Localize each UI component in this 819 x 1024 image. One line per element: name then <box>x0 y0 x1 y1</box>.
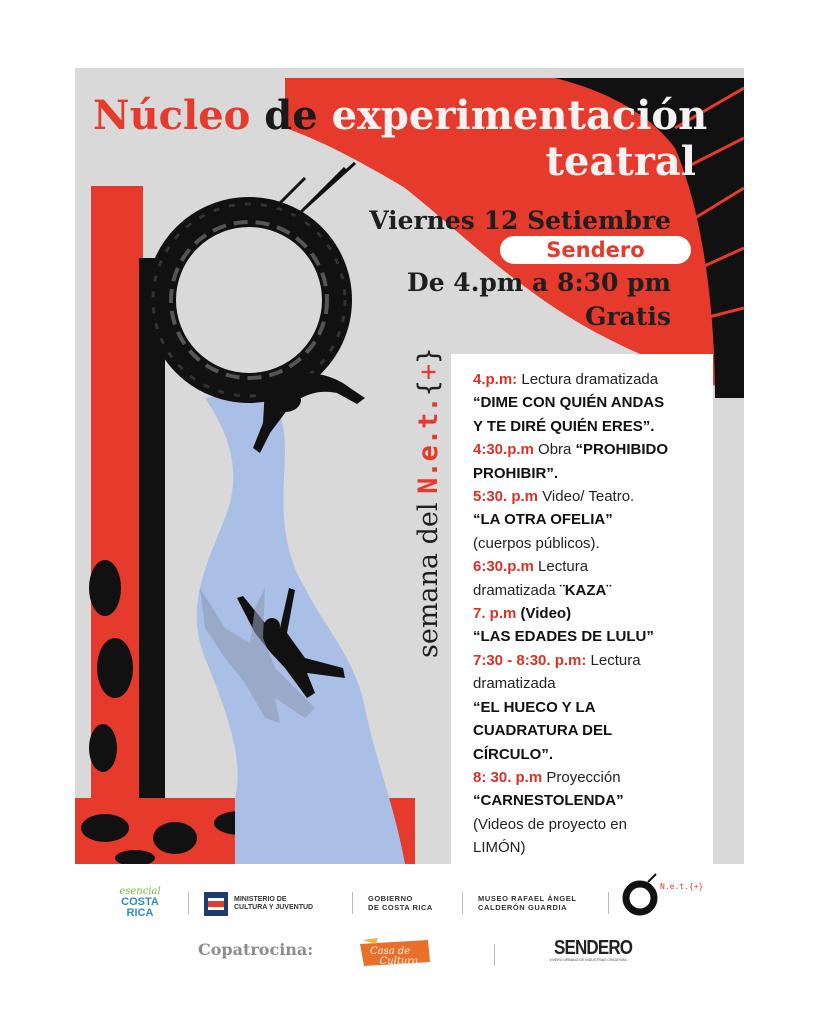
esencial-country-2: RICA <box>126 907 154 919</box>
net-logo <box>620 872 704 928</box>
schedule-item-line <box>473 649 707 672</box>
schedule-item-line <box>473 579 707 602</box>
schedule-title: “PROHIBIDO <box>575 441 669 459</box>
schedule-text: dramatizada <box>473 581 560 599</box>
gobierno-costa-rica-logo: GOBIERNO DE COSTA RICA <box>368 894 433 912</box>
museo-calderon-guardia-logo: MUSEO RAFAEL ÁNGEL CALDERÓN GUARDIA <box>478 894 577 912</box>
semana-prefix: semana del <box>413 493 444 658</box>
casa-de-cultura-logo <box>358 936 432 968</box>
venue-badge: Sendero <box>500 236 691 264</box>
title-word-de: de <box>264 92 318 139</box>
schedule-text: Proyección <box>542 768 621 786</box>
schedule-text: Obra <box>533 441 576 459</box>
schedule-title: “EL HUECO Y LA <box>473 698 596 716</box>
ink-ring-icon <box>620 872 664 920</box>
ministerio-text: MINISTERIO DE CULTURA Y JUVENTUD <box>234 896 314 911</box>
schedule-time: 7. p.m <box>473 605 517 623</box>
schedule-time: 8: 30. p.m <box>473 768 543 786</box>
esencial-country-1: COSTA <box>121 896 159 908</box>
net-text: N.e.t. <box>413 396 444 494</box>
event-date: Viernes 12 Setiembre <box>369 206 671 235</box>
schedule-text: Lectura <box>586 651 641 669</box>
casa-text: Casa de Cultura <box>370 946 419 967</box>
schedule-time: 4.p.m: <box>473 371 518 388</box>
footer-divider <box>608 892 609 914</box>
event-price: Gratis <box>585 302 671 331</box>
schedule-item-line <box>473 485 707 508</box>
schedule-panel <box>451 354 713 864</box>
red-left-panel <box>91 186 143 806</box>
semana-net-label <box>415 348 442 658</box>
schedule-title: “LAS EDADES DE LULU” <box>473 628 654 646</box>
event-poster <box>75 68 744 864</box>
schedule-title: CÍRCULO”. <box>473 745 553 763</box>
schedule-note: (cuerpos públicos). <box>473 534 600 552</box>
ink-ring <box>153 163 355 396</box>
schedule-item-line <box>473 368 707 391</box>
schedule-title: “CARNESTOLENDA” <box>473 792 624 810</box>
schedule-title: “DIME CON QUIÉN ANDAS <box>473 394 665 412</box>
schedule-time: 4:30.p.m <box>473 441 534 459</box>
event-time: De 4.pm a 8:30 pm <box>407 268 671 297</box>
schedule-text: (Video) <box>516 605 572 623</box>
copatrocina-label: Copatrocina: <box>198 940 314 959</box>
title-line-1 <box>93 92 708 139</box>
schedule-title: CUADRATURA DEL <box>473 722 613 740</box>
sponsor-footer <box>0 864 819 1024</box>
schedule-item-line <box>473 602 707 625</box>
schedule-time: 7:30 - 8:30. p.m: <box>473 651 587 669</box>
schedule-note: (Videos de proyecto en <box>473 815 627 833</box>
footer-divider <box>188 892 189 914</box>
schedule-text: Lectura <box>533 558 589 576</box>
title-word-nucleo: Núcleo <box>93 92 251 139</box>
esencial-costa-rica-logo <box>110 886 170 926</box>
brace-close: } <box>413 347 444 364</box>
schedule-item-line <box>473 555 707 578</box>
footer-divider <box>352 892 353 914</box>
plus-sign: + <box>413 363 444 381</box>
ministerio-cultura-logo <box>204 892 344 916</box>
blue-river <box>197 388 405 864</box>
schedule-text: dramatizada <box>473 675 556 693</box>
title-line-2: teatral <box>545 138 696 185</box>
footer-divider <box>494 944 495 966</box>
schedule-title: “LA OTRA OFELIA” <box>473 511 613 529</box>
schedule-item-line <box>473 438 707 461</box>
schedule-time: 5:30. p.m <box>473 488 539 506</box>
sendero-title: SENDERO <box>554 937 633 959</box>
esencial-script: esencial <box>119 886 161 897</box>
schedule-title: PROHIBIR”. <box>473 464 559 482</box>
schedule-title: ¨KAZA¨ <box>559 581 612 599</box>
brace-open: { <box>413 380 444 397</box>
title-word-experimentacion: experimentación <box>331 92 708 139</box>
schedule-time: 6:30.p.m <box>473 558 534 576</box>
net-logo-text: N.e.t.{+} <box>660 882 704 891</box>
schedule-title: Y TE DIRÉ QUIÉN ERES”. <box>473 417 655 435</box>
sendero-logo <box>548 937 633 968</box>
schedule-item-line <box>473 766 707 789</box>
schedule-text: Video/ Teatro. <box>538 488 635 506</box>
schedule-text: Lectura dramatizada <box>517 371 659 388</box>
footer-divider <box>462 892 463 914</box>
schedule-note: LIMÓN) <box>473 839 526 857</box>
flag-icon <box>204 892 228 916</box>
sendero-subtitle: VIVERO URBANO DE INDUSTRIAS CREATIVAS <box>549 958 627 962</box>
